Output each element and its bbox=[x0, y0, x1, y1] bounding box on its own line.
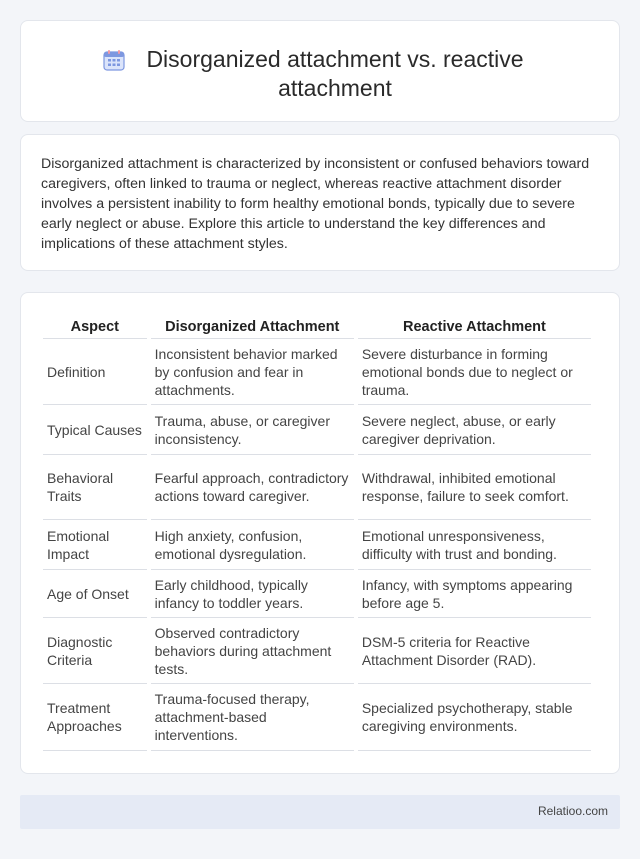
table-row bbox=[43, 570, 591, 618]
row-aspect: Diagnostic Criteria bbox=[43, 618, 147, 684]
row-aspect: Emotional Impact bbox=[43, 520, 147, 570]
row-aspect: Age of Onset bbox=[43, 570, 147, 618]
header-reactive: Reactive Attachment bbox=[358, 315, 591, 339]
table-row bbox=[43, 455, 591, 520]
row-aspect: Typical Causes bbox=[43, 405, 147, 455]
table-row bbox=[43, 339, 591, 405]
row-disorganized: Fearful approach, contradictory actions toward caregiver. bbox=[151, 455, 354, 520]
page-title: Disorganized attachment vs. reactive attachment bbox=[146, 46, 524, 101]
row-reactive: Severe neglect, abuse, or early caregiver deprivation. bbox=[358, 405, 591, 455]
intro-card bbox=[20, 134, 620, 271]
row-disorganized: High anxiety, confusion, emotional dysregulation. bbox=[151, 520, 354, 570]
table-row bbox=[43, 684, 591, 751]
row-aspect: Definition bbox=[43, 339, 147, 405]
row-disorganized: Early childhood, typically infancy to toddler years. bbox=[151, 570, 354, 618]
title-card bbox=[20, 20, 620, 122]
table-row bbox=[43, 618, 591, 684]
header-aspect: Aspect bbox=[43, 315, 147, 339]
intro-text: Disorganized attachment is characterized by inconsistent or confused behaviors toward caregivers, often linked to trauma or neglect, whereas reactive attachment disorder involves a persistent inability to form healthy emotional bonds, typically due to severe early neglect or abuse. Explore this article to understand the key differences and implications of these attachment styles. bbox=[41, 156, 590, 252]
row-aspect: Treatment Approaches bbox=[43, 684, 147, 751]
row-disorganized: Inconsistent behavior marked by confusion and fear in attachments. bbox=[151, 339, 354, 405]
row-reactive: Emotional unresponsiveness, difficulty with trust and bonding. bbox=[358, 520, 591, 570]
table-row bbox=[43, 405, 591, 455]
row-disorganized: Trauma-focused therapy, attachment-based interventions. bbox=[151, 684, 354, 751]
row-reactive: Specialized psychotherapy, stable caregiving environments. bbox=[358, 684, 591, 751]
table-row bbox=[43, 520, 591, 570]
header-disorganized: Disorganized Attachment bbox=[151, 315, 354, 339]
row-aspect: Behavioral Traits bbox=[43, 455, 147, 520]
comparison-table bbox=[39, 315, 595, 751]
comparison-table-card bbox=[20, 292, 620, 774]
row-reactive: DSM-5 criteria for Reactive Attachment Disorder (RAD). bbox=[358, 618, 591, 684]
footer-brand: Relatioo.com bbox=[537, 804, 608, 818]
table-header-row bbox=[43, 315, 591, 339]
row-reactive: Infancy, with symptoms appearing before age 5. bbox=[358, 570, 591, 618]
row-disorganized: Trauma, abuse, or caregiver inconsistency. bbox=[151, 405, 354, 455]
footer-bar bbox=[20, 795, 620, 829]
row-disorganized: Observed contradictory behaviors during attachment tests. bbox=[151, 618, 354, 684]
row-reactive: Withdrawal, inhibited emotional response, failure to seek comfort. bbox=[358, 455, 591, 520]
row-reactive: Severe disturbance in forming emotional bonds due to neglect or trauma. bbox=[358, 339, 591, 405]
